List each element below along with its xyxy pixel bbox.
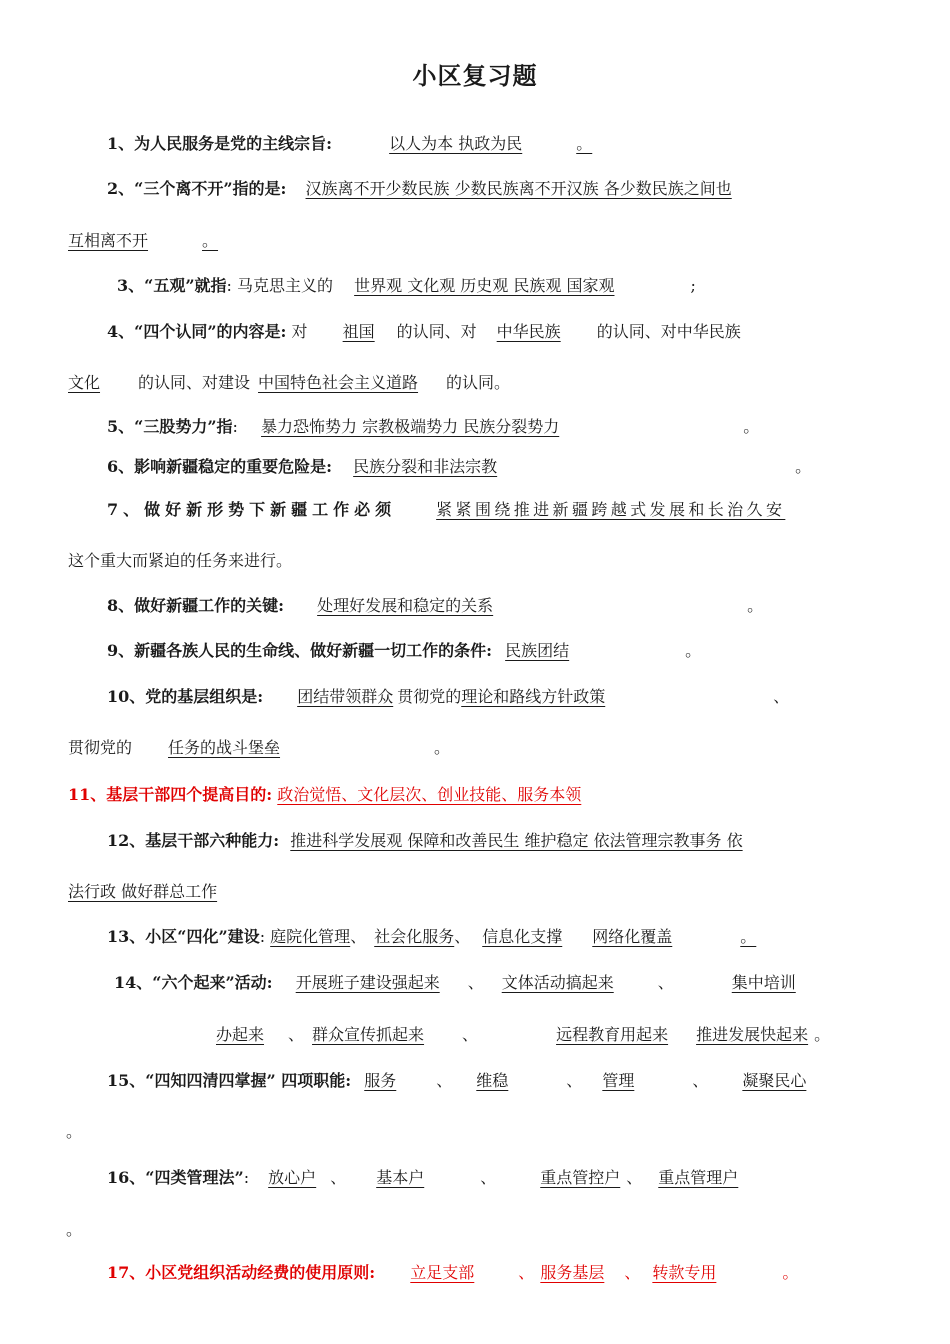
question-12-cont: [68, 881, 267, 903]
answer: 社会化服务: [374, 927, 455, 946]
answer: 政治觉悟、文化层次、创业技能、服务本领: [277, 785, 582, 804]
question-15: 15、“四知四清四掌握” 四项职能: 服务 、 维稳 、 管理 、 凝聚民心: [107, 1071, 807, 1090]
question-8: 8、做好新疆工作的关键: 处理好发展和稳定的关系 。: [107, 596, 764, 615]
question-10: 10、党的基层组织是: 团结带领群众 贯彻党的理论和路线方针政策 、: [107, 687, 790, 706]
question-17: 17、小区党组织活动经费的使用原则: 立足支部 、 服务基层 、 转款专用 。: [107, 1263, 799, 1282]
question-label: 8、做好新疆工作的关键:: [107, 596, 285, 615]
answer: 推进科学发展观 保障和改善民生 维护稳定 依法管理宗教事务 依: [290, 831, 743, 850]
answer: 理论和路线方针政策: [461, 687, 606, 706]
answer: 汉族离不开少数民族 少数民族离不开汉族 各少数民族之间也: [305, 179, 732, 198]
answer: 民族团结: [505, 641, 570, 660]
question-1: [107, 133, 592, 155]
question-label: 10、党的基层组织是:: [107, 687, 264, 706]
answer: 处理好发展和稳定的关系: [317, 596, 494, 615]
question-label: 13、小区“四化”建设: [107, 927, 260, 946]
answer: 法行政 做好群总工作: [68, 882, 218, 901]
question-6: 6、影响新疆稳定的重要危险是: 民族分裂和非法宗教 。: [107, 457, 812, 476]
question-label: 7、做好新形势下新疆工作必须: [107, 500, 397, 519]
answer: 开展班子建设强起来: [295, 973, 440, 992]
question-label: 3、“五观”就指: [117, 276, 227, 295]
answer: 重点管控户: [540, 1168, 621, 1187]
answer: 暴力恐怖势力 宗教极端势力 民族分裂势力: [261, 417, 560, 436]
question-label: 2、“三个离不开”指的是:: [107, 179, 287, 198]
answer: 放心户: [268, 1168, 317, 1187]
question-label: 4、“四个认同”的内容是:: [107, 322, 287, 341]
answer: 管理: [602, 1071, 635, 1090]
answer: 民族分裂和非法宗教: [353, 457, 498, 476]
question-14-cont: 办起来 、 群众宣传抓起来 、 远程教育用起来 推进发展快起来 。: [216, 1025, 831, 1044]
question-label: 17、小区党组织活动经费的使用原则:: [107, 1263, 376, 1282]
question-12: [107, 830, 743, 852]
question-4-cont: 文化 的认同、对建设 中国特色社会主义道路 的认同。: [68, 373, 511, 392]
answer: 团结带领群众: [297, 687, 394, 706]
answer: 基本户: [376, 1168, 425, 1187]
question-label: 12、基层干部六种能力:: [107, 831, 280, 850]
question-label: 5、“三股势力”指: [107, 417, 233, 436]
page-title: 小区复习题: [412, 61, 538, 90]
answer: 服务基层: [540, 1263, 605, 1282]
answer: 庭院化管理: [270, 927, 351, 946]
answer: 信息化支撑 网络化覆盖 。: [482, 927, 757, 946]
question-16-end: 。: [66, 1220, 83, 1239]
question-3: 3、“五观”就指: 马克思主义的 世界观 文化观 历史观 民族观 国家观 ;: [117, 276, 696, 295]
question-11: [68, 784, 581, 806]
question-15-end: 。: [66, 1122, 83, 1141]
answer: 办起来: [216, 1025, 265, 1044]
question-14: 14、“六个起来”活动: 开展班子建设强起来 、 文体活动搞起来 、 集中培训: [114, 973, 796, 992]
answer: 祖国: [342, 322, 375, 341]
answer: 群众宣传抓起来: [312, 1025, 425, 1044]
answer: 立足支部: [410, 1263, 475, 1282]
question-label: 1、为人民服务是党的主线宗旨:: [107, 134, 333, 153]
answer: 以人为本 执政为民 。: [389, 134, 593, 153]
answer: 文体活动搞起来: [501, 973, 614, 992]
answer: 互相离不开 。: [68, 231, 219, 250]
question-9: 9、新疆各族人民的生命线、做好新疆一切工作的条件: 民族团结 。: [107, 641, 702, 660]
answer: 维稳: [476, 1071, 509, 1090]
question-4: 4、“四个认同”的内容是: 对 祖国 的认同、对 中华民族 的认同、对中华民族: [107, 322, 741, 341]
answer: 文化: [68, 373, 101, 392]
question-7: [107, 499, 785, 521]
answer: 远程教育用起来 推进发展快起来: [556, 1025, 809, 1044]
answer: 服务: [364, 1071, 397, 1090]
answer: 世界观 文化观 历史观 民族观 国家观: [354, 276, 615, 295]
question-label: 14、“六个起来”活动:: [114, 973, 273, 992]
question-5: 5、“三股势力”指: 暴力恐怖势力 宗教极端势力 民族分裂势力 。: [107, 417, 760, 436]
answer: 紧紧围绕推进新疆跨越式发展和长治久安: [436, 500, 786, 519]
answer: 重点管理户: [658, 1168, 739, 1187]
question-7-cont: 这个重大而紧迫的任务来进行。: [68, 551, 293, 570]
question-2: [107, 178, 732, 200]
question-10-cont: 贯彻党的 任务的战斗堡垒 。: [68, 738, 451, 757]
answer: 中华民族: [496, 322, 561, 341]
question-label: 6、影响新疆稳定的重要危险是:: [107, 457, 333, 476]
question-13: 13、小区“四化”建设: 庭院化管理、 社会化服务、 信息化支撑 网络化覆盖 。: [107, 926, 762, 948]
question-16: 16、“四类管理法”: 放心户 、 基本户 、 重点管控户 、 重点管理户: [107, 1167, 776, 1189]
question-label: 15、“四知四清四掌握” 四项职能:: [107, 1071, 352, 1090]
question-label: 16、“四类管理法”: [107, 1168, 244, 1187]
answer: 凝聚民心: [742, 1071, 807, 1090]
question-label: 11、基层干部四个提高目的:: [68, 785, 273, 804]
answer: 转款专用: [652, 1263, 717, 1282]
answer: 中国特色社会主义道路: [258, 373, 419, 392]
answer: 任务的战斗堡垒: [168, 738, 281, 757]
question-2-cont: [68, 230, 218, 252]
question-label: 9、新疆各族人民的生命线、做好新疆一切工作的条件:: [107, 641, 493, 660]
answer: 集中培训: [731, 973, 796, 992]
